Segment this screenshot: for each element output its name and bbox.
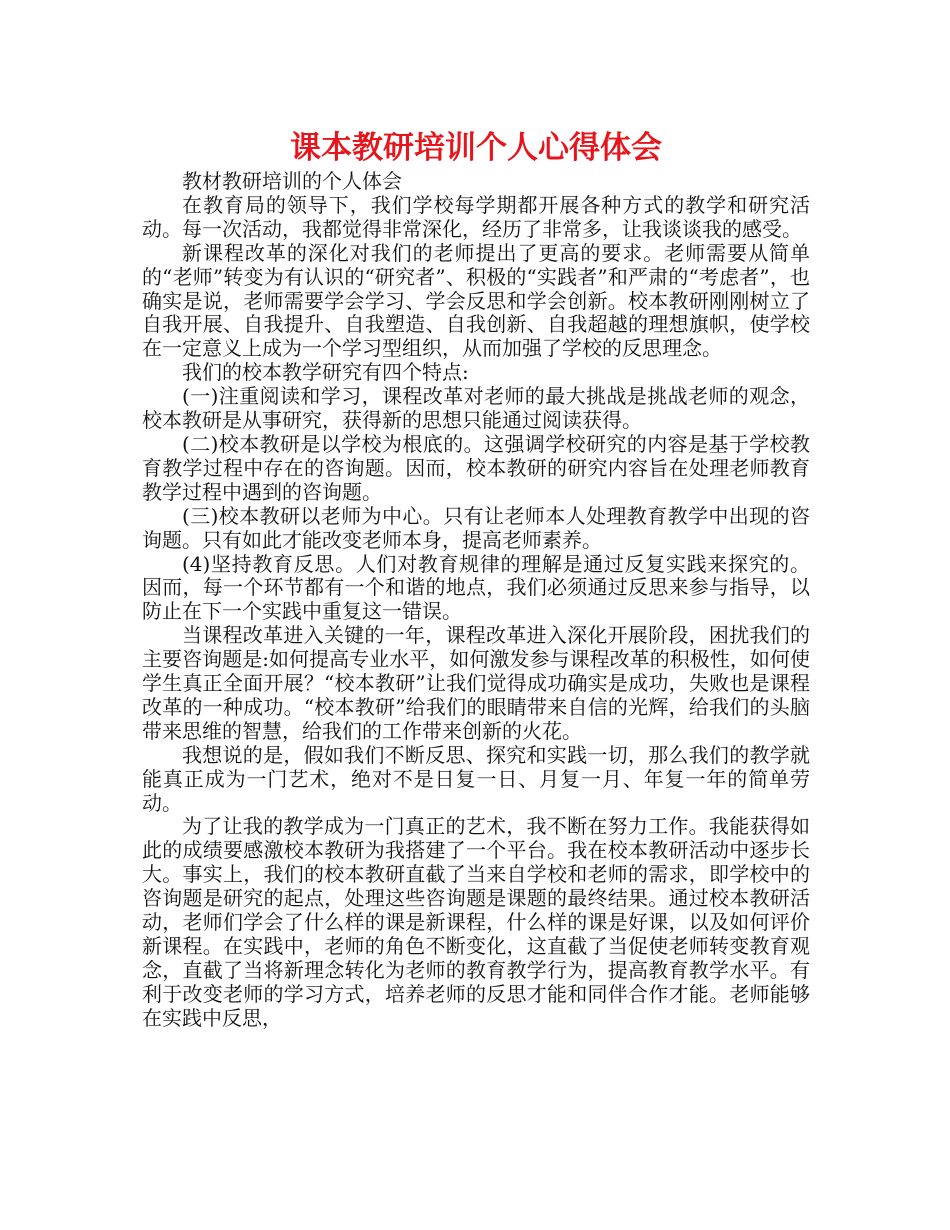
- document-page: [142, 128, 810, 1031]
- document-body: [142, 170, 810, 1031]
- paragraph: 我们的校本教学研究有四个特点:: [182, 360, 469, 385]
- paragraph: 新课程改革的深化对我们的老师提出了更高的要求。老师需要从简单的“老师”转变为有认识的“研究者”、积极的“实践者”和严肃的“考虑者”，也确实是说，老师需要学会学习、学会反思和学会创新。校本教研刚刚树立了自我开展、自我提升、自我塑造、自我创新、自我超越的理想旗帜，使学校在一定意义上成为一个学习型组织，从而加强了学校的反思理念。: [142, 240, 810, 361]
- paragraph: (三)校本教研以老师为中心。只有让老师本人处理教育教学中出现的咨询题。只有如此才能改变老师本身，提高老师素养。: [142, 503, 810, 552]
- paragraph: 当课程改革进入关键的一年，课程改革进入深化开展阶段，困扰我们的主要咨询题是:如何提高专业水平，如何激发参与课程改革的积极性，如何使学生真正全面开展？“校本教研”让我们觉得成功确实是成功，失败也是课程改革的一种成功。“校本教研”给我们的眼睛带来自信的光辉，给我们的头脑带来思维的智慧，给我们的工作带来创新的火花。: [142, 623, 810, 743]
- paragraph: 在教育局的领导下，我们学校每学期都开展各种方式的教学和研究活动。每一次活动，我都觉得非常深化，经历了非常多，让我谈谈我的感受。: [142, 192, 810, 241]
- paragraph: (一)注重阅读和学习，课程改革对老师的最大挑战是挑战老师的观念，校本教研是从事研究，获得新的思想只能通过阅读获得。: [142, 384, 810, 433]
- paragraph: (4)坚持教育反思。人们对教育规律的理解是通过反复实践来探究的。因而，每一个环节都有一个和谐的地点，我们必须通过反思来参与指导，以防止在下一个实践中重复这一错误。: [142, 551, 810, 624]
- subtitle-paragraph: 教材教研培训的个人体会: [182, 169, 402, 193]
- document-title: 课本教研培训个人心得体会: [290, 130, 662, 166]
- paragraph: 我想说的是，假如我们不断反思、探究和实践一切，那么我们的教学就能真正成为一门艺术，绝对不是日复一日、月复一月、年复一年的简单劳动。: [142, 742, 810, 815]
- paragraph: 为了让我的教学成为一门真正的艺术，我不断在努力工作。我能获得如此的成绩要感激校本教研为我搭建了一个平台。我在校本教研活动中逐步长大。事实上，我们的校本教研直截了当来自学校和老师的需求，即学校中的咨询题是研究的起点，处理这些咨询题是课题的最终结果。通过校本教研活动，老师们学会了什么样的课是新课程，什么样的课是好课，以及如何评价新课程。在实践中，老师的角色不断变化，这直截了当促使老师转变教育观念，直截了当将新理念转化为老师的教育教学行为，提高教育教学水平。有利于改变老师的学习方式，培养老师的反思才能和同伴合作才能。老师能够在实践中反思，: [142, 814, 810, 1030]
- paragraph: (二)校本教研是以学校为根底的。这强调学校研究的内容是基于学校教育教学过程中存在的咨询题。因而，校本教研的研究内容旨在处理老师教育教学过程中遇到的咨询题。: [142, 431, 810, 504]
